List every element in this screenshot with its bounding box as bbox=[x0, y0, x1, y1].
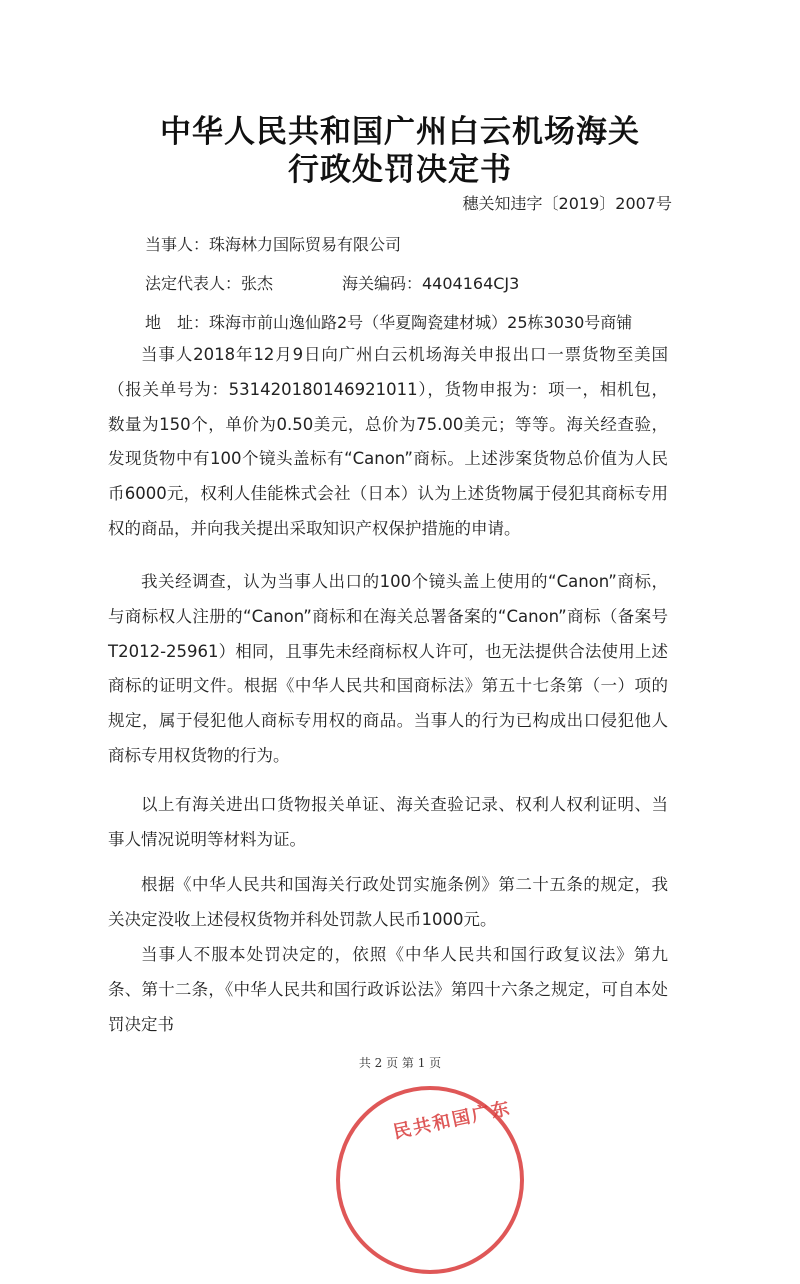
paragraph-decision: 根据《中华人民共和国海关行政处罚实施条例》第二十五条的规定，我关决定没收上述侵权货物并科处罚款人民币1000元。 bbox=[108, 875, 668, 929]
paragraph-facts: 当事人2018年12月9日向广州白云机场海关申报出口一票货物至美国（报关单号为：531420180146921011），货物申报为：项一，相机包，数量为150个，单价为0.50美元，总价为75.00美元；等等。海关经查验，发现货物中有100个镜头盖标有“Canon”商标。上述涉案货物总价值为人民币6000元，权利人佳能株式会社（日本）认为上述货物属于侵犯其商标专用权的商品，并向我关提出采取知识产权保护措施的申请。 bbox=[108, 345, 668, 538]
party-name: 当事人：珠海林力国际贸易有限公司 bbox=[145, 235, 402, 254]
document-number: 穗关知违字〔2019〕2007号 bbox=[462, 194, 672, 213]
legal-representative: 法定代表人：张杰 bbox=[145, 274, 274, 293]
address: 地 址：珠海市前山逸仙路2号（华夏陶瓷建材城）25栋3030号商铺 bbox=[145, 313, 633, 332]
representative-field bbox=[145, 271, 520, 294]
customs-code: 海关编码：4404164CJ3 bbox=[342, 274, 520, 293]
document-title-line2: 行政处罚决定书 bbox=[288, 152, 512, 188]
paragraph-evidence: 以上有海关进出口货物报关单证、海关查验记录、权利人权利证明、当事人情况说明等材料为证。 bbox=[108, 795, 668, 849]
paragraph-appeal: 当事人不服本处罚决定的，依照《中华人民共和国行政复议法》第九条、第十二条，《中华人民共和国行政诉讼法》第四十六条之规定，可自本处罚决定书 bbox=[108, 945, 668, 1034]
address-field bbox=[145, 310, 632, 333]
seal-text: 民共和国广东 bbox=[391, 1097, 514, 1144]
paragraph-investigation: 我关经调查，认为当事人出口的100个镜头盖上使用的“Canon”商标，与商标权人注册的“Canon”商标和在海关总署备案的“Canon”商标（备案号T2012-25961）相同，且事先未经商标权人许可，也无法提供合法使用上述商标的证明文件。根据《中华人民共和国商标法》第五十七条第（一）项的规定，属于侵犯他人商标专用权的商品。当事人的行为已构成出口侵犯他人商标专用权货物的行为。 bbox=[108, 572, 668, 765]
party-field bbox=[145, 232, 401, 255]
page-footer: 共 2 页 第 1 页 bbox=[358, 1056, 442, 1070]
document-title-line1: 中华人民共和国广州白云机场海关 bbox=[160, 114, 640, 150]
